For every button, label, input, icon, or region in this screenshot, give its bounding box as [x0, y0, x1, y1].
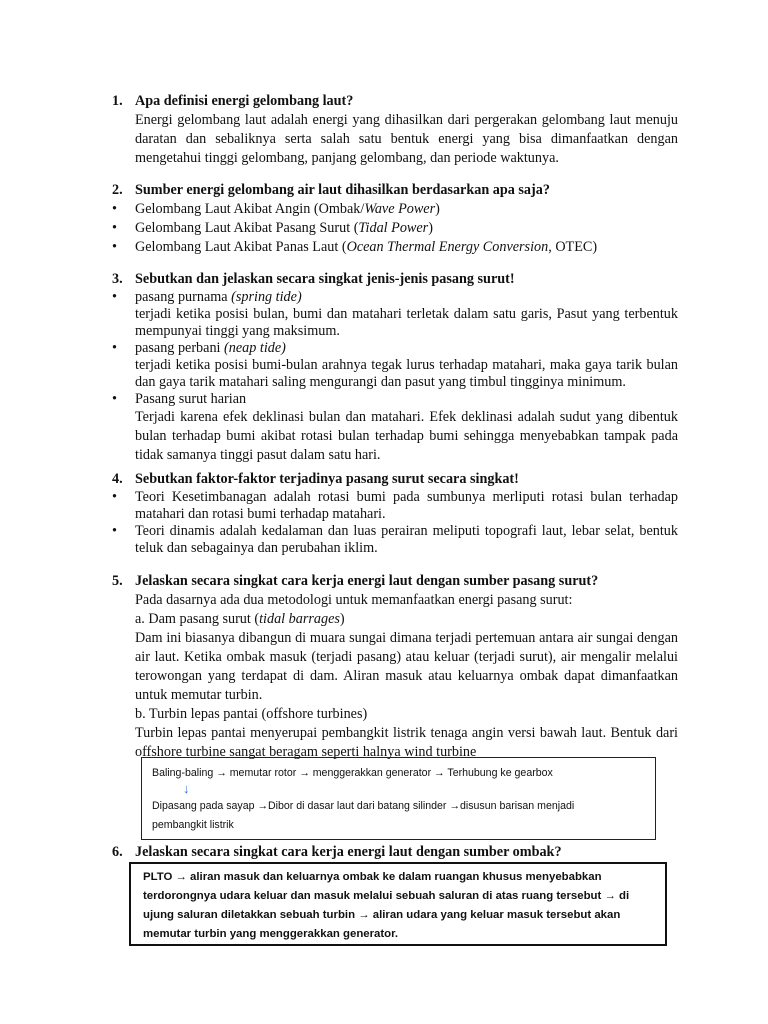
- subheading-b: b. Turbin lepas pantai (offshore turbines): [135, 706, 368, 722]
- list-item: • Teori dinamis adalah kedalaman dan luas perairan meliputi topografi laut, lebar selat, bentuk teluk dan sebagainya dan perubahan iklim.: [112, 523, 678, 556]
- list-item: • Teori Kesetimbanagan adalah rotasi bumi pada sumbunya merliputi rotasi bulan terhadap matahari dan rotasi bumi terhadap matahari.: [112, 489, 678, 522]
- list-item-description: terjadi ketika posisi bulan, bumi dan matahari terletak dalam satu garis, Pasut yang terbentuk mempunyai tinggi yang maksimum.: [135, 306, 678, 339]
- bullet: •: [112, 289, 117, 305]
- answer-text: Energi gelombang laut adalah energi yang dihasilkan dari pergerakan gelombang laut menuju daratan dan sebaliknya serta salah satu bentuk energi yang bisa dimanfaatkan dengan mengetahui tinggi gelombang, panjang gelombang, dan periode waktunya.: [135, 112, 678, 166]
- question-title: Sumber energi gelombang air laut dihasilkan berdasarkan apa saja?: [135, 182, 550, 198]
- list-item: • Gelombang Laut Akibat Angin (Ombak/Wave Power): [112, 201, 440, 217]
- subheading-a: a. Dam pasang surut (tidal barrages): [135, 611, 345, 627]
- question-1: [112, 92, 678, 168]
- flow-box: [141, 757, 656, 840]
- list-item-description: Terjadi karena efek deklinasi bulan dan matahari. Efek deklinasi adalah sudut yang dibentuk bulan terhadap bumi akibat rotasi bulan terhadap bumi sehingga menyebabkan tampak pada tidak samanya tinggi pasut dalam satu hari.: [135, 409, 678, 463]
- question-2: [112, 181, 678, 257]
- list-item: • Pasang surut harian: [112, 391, 247, 407]
- question-number: 3.: [112, 271, 123, 287]
- bullet: •: [112, 391, 117, 407]
- question-title: Jelaskan secara singkat cara kerja energi laut dengan sumber pasang surut?: [135, 573, 599, 589]
- list-item: • pasang perbani (neap tide): [112, 340, 286, 356]
- question-title: Sebutkan dan jelaskan secara singkat jenis-jenis pasang surut!: [135, 271, 515, 287]
- bullet: •: [112, 220, 117, 236]
- question-4: [112, 470, 678, 557]
- question-6: [112, 843, 678, 862]
- question-number: 1.: [112, 93, 123, 109]
- question-number: 4.: [112, 471, 123, 487]
- paragraph-a: Dam ini biasanya dibangun di muara sungai dimana terjadi pertemuan antara air sungai dengan air laut. Ketika ombak masuk (terjadi pasang) atau keluar (terjadi surut), air mengalir melalui terowongan yang terdapat di dam. Aliran masuk atau keluarnya ombak dapat dimanfaatkan untuk memutar turbin.: [135, 630, 678, 703]
- arrow-down-icon: ↓: [183, 781, 190, 796]
- intro-text: Pada dasarnya ada dua metodologi untuk memanfaatkan energi pasang surut:: [135, 592, 573, 608]
- bullet: •: [112, 523, 117, 539]
- list-item: • Gelombang Laut Akibat Pasang Surut (Tidal Power): [112, 220, 433, 236]
- flow-line: Baling-baling → memutar rotor → menggerakkan generator → Terhubung ke gearbox: [152, 767, 553, 779]
- question-title: Jelaskan secara singkat cara kerja energi laut dengan sumber ombak?: [135, 844, 562, 860]
- bullet: •: [112, 340, 117, 356]
- question-3: [112, 270, 678, 465]
- list-item-description: terjadi ketika posisi bumi-bulan arahnya tegak lurus terhadap matahari, maka gaya tarik bulan dan gaya tarik matahari saling mengurangi dan pasut yang timbul tingginya minimum.: [135, 357, 678, 390]
- question-number: 2.: [112, 182, 123, 198]
- question-number: 5.: [112, 573, 123, 589]
- question-title: Sebutkan faktor-faktor terjadinya pasang surut secara singkat!: [135, 471, 519, 487]
- bullet: •: [112, 239, 117, 255]
- list-item: • pasang purnama (spring tide): [112, 289, 302, 305]
- question-5: [112, 572, 678, 762]
- bullet: •: [112, 489, 117, 505]
- question-title: Apa definisi energi gelombang laut?: [135, 93, 354, 109]
- paragraph-b: Turbin lepas pantai menyerupai pembangkit listrik tenaga angin versi bawah laut. Bentuk dari offshore turbine sangat beragam seperti halnya wind turbine: [135, 725, 678, 760]
- flow-arrow: [152, 783, 645, 797]
- flow-line: pembangkit listrik: [152, 819, 234, 831]
- question-number: 6.: [112, 844, 123, 860]
- flow-line: Dipasang pada sayap →Dibor di dasar laut dari batang silinder →disusun barisan menjadi: [152, 800, 575, 812]
- bullet: •: [112, 201, 117, 217]
- list-item: • Gelombang Laut Akibat Panas Laut (Ocean Thermal Energy Conversion, OTEC): [112, 239, 598, 255]
- answer-box: PLTO → aliran masuk dan keluarnya ombak ke dalam ruangan khusus menyebabkan terdorongnya udara keluar dan masuk melalui sebuah saluran di atas ruang tersebut → di ujung saluran diletakkan sebuah turbin → aliran udara yang keluar masuk tersebut akan memutar turbin yang menggerakkan generator.: [129, 862, 667, 946]
